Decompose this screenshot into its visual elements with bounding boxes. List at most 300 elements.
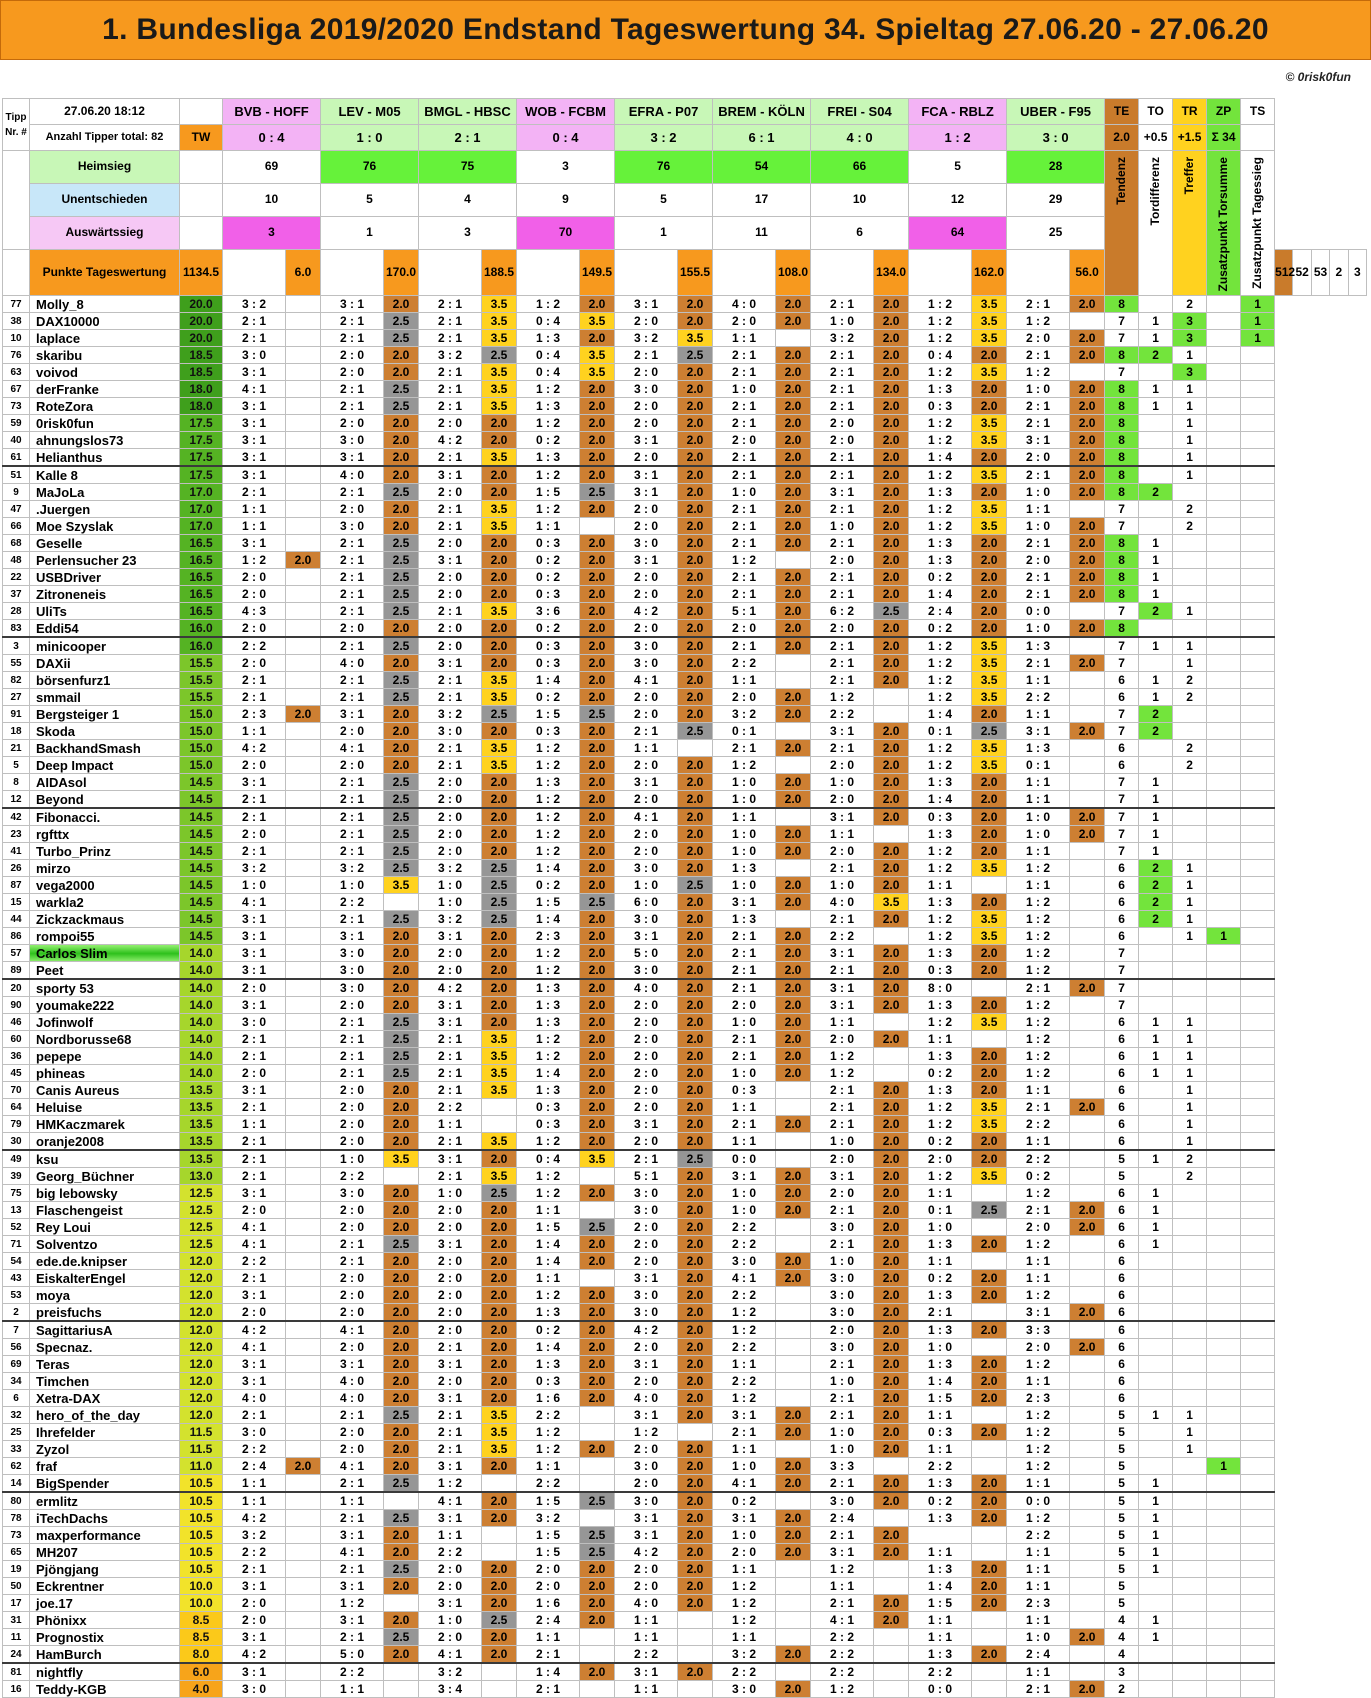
to-count: [1139, 1133, 1173, 1151]
tip-value: 1 : 1: [517, 1458, 580, 1475]
tip-points: 2.0: [482, 1646, 517, 1664]
tip-value: 3 : 0: [321, 962, 384, 980]
tw-score: 16.0: [180, 637, 223, 655]
to-count: 1: [1139, 1236, 1173, 1253]
tip-points: [286, 997, 321, 1014]
tip-points: 2.0: [776, 518, 811, 535]
tip-value: 0 : 4: [517, 347, 580, 364]
tip-value: 1 : 2: [1007, 1424, 1070, 1441]
tr-count: 2: [1173, 501, 1207, 518]
tip-points: 2.0: [1070, 484, 1105, 501]
ts-count: [1241, 1150, 1275, 1168]
tr-count: 1: [1173, 1082, 1207, 1099]
tw-score: 12.0: [180, 1253, 223, 1270]
tip-points: 2.0: [874, 1407, 909, 1424]
ts-count: [1241, 997, 1275, 1014]
zp-count: [1207, 432, 1241, 449]
tip-points: 2.5: [384, 398, 419, 415]
tip-value: 2 : 0: [321, 1133, 384, 1151]
tip-value: 1 : 2: [909, 432, 972, 449]
tipper-nr: 10: [3, 330, 30, 347]
tw-score: 14.5: [180, 911, 223, 928]
tipper-name: Pjöngjang: [30, 1561, 180, 1578]
tip-value: 3 : 1: [223, 1373, 286, 1390]
tip-points: 2.0: [874, 723, 909, 740]
tipper-name: BigSpender: [30, 1475, 180, 1493]
tip-points: 2.0: [972, 826, 1007, 843]
tip-points: 2.0: [384, 364, 419, 381]
te-count: 6: [1105, 1219, 1139, 1236]
tip-points: [678, 1646, 713, 1664]
zp-count: [1207, 313, 1241, 330]
tip-points: [1070, 1116, 1105, 1133]
tip-points: 2.0: [874, 330, 909, 347]
tip-value: 3 : 2: [615, 330, 678, 347]
tip-value: 4 : 1: [419, 1646, 482, 1664]
table-row: [3, 774, 1367, 791]
table-row: [3, 501, 1367, 518]
tr-count: 1: [1173, 1133, 1207, 1151]
tipper-name: Moe Szyslak: [30, 518, 180, 535]
tip-value: 1 : 3: [517, 997, 580, 1014]
tip-points: [580, 1475, 615, 1493]
te-count: 5: [1105, 1475, 1139, 1493]
tip-points: 2.0: [874, 313, 909, 330]
tip-points: 2.0: [678, 620, 713, 638]
tip-value: 1 : 1: [1007, 1133, 1070, 1151]
ts-count: [1241, 1185, 1275, 1202]
tip-points: 2.0: [482, 1321, 517, 1339]
tip-points: [286, 723, 321, 740]
tip-value: 2 : 0: [321, 1424, 384, 1441]
tip-points: 2.5: [580, 1219, 615, 1236]
tip-points: 2.0: [482, 637, 517, 655]
tip-value: 2 : 0: [419, 1219, 482, 1236]
tip-points: [972, 979, 1007, 997]
tip-points: 2.0: [874, 1270, 909, 1287]
tip-value: 1 : 0: [713, 1202, 776, 1219]
tip-value: 0 : 2: [517, 689, 580, 706]
table-row: [3, 877, 1367, 894]
te-count: 8: [1105, 415, 1139, 432]
to-count: [1139, 1287, 1173, 1304]
tip-value: 2 : 1: [223, 1099, 286, 1116]
te-count: 5: [1105, 1561, 1139, 1578]
tr-count: [1173, 808, 1207, 826]
tipper-name: youmake222: [30, 997, 180, 1014]
ts-count: [1241, 1373, 1275, 1390]
tipper-name: Rey Loui: [30, 1219, 180, 1236]
tipper-name: rompoi55: [30, 928, 180, 945]
tr-count: 1: [1173, 1048, 1207, 1065]
tip-value: 2 : 1: [1007, 466, 1070, 484]
te-count: 7: [1105, 826, 1139, 843]
tip-points: 2.0: [580, 1356, 615, 1373]
tip-value: 1 : 1: [223, 1475, 286, 1493]
tip-value: 0 : 2: [517, 620, 580, 638]
tipper-name: mirzo: [30, 860, 180, 877]
tip-value: 1 : 0: [321, 1150, 384, 1168]
to-count: 1: [1139, 1561, 1173, 1578]
tip-points: 2.0: [678, 484, 713, 501]
tip-value: 1 : 5: [517, 484, 580, 501]
tip-value: 1 : 0: [713, 1014, 776, 1031]
tip-points: 2.0: [482, 1150, 517, 1168]
tip-points: 2.0: [678, 569, 713, 586]
tip-points: 2.0: [580, 637, 615, 655]
tip-value: 2 : 0: [615, 1578, 678, 1595]
tip-points: 2.0: [482, 808, 517, 826]
tip-points: 2.0: [482, 620, 517, 638]
tip-value: 3 : 1: [615, 1663, 678, 1681]
te-header: TE: [1105, 99, 1139, 125]
tip-value: 2 : 2: [909, 1663, 972, 1681]
tip-points: [874, 689, 909, 706]
tip-value: 1 : 3: [909, 1287, 972, 1304]
te-count: 7: [1105, 313, 1139, 330]
tip-points: 2.0: [972, 1236, 1007, 1253]
tip-value: 1 : 3: [909, 1510, 972, 1527]
tip-points: 2.0: [678, 1168, 713, 1185]
tr-count: 1: [1173, 466, 1207, 484]
tip-value: 1 : 2: [517, 1287, 580, 1304]
tip-points: 3.5: [972, 928, 1007, 945]
tip-points: [286, 501, 321, 518]
to-count: [1139, 979, 1173, 997]
to-count: 1: [1139, 1185, 1173, 1202]
tipper-nr: 11: [3, 1629, 30, 1646]
ts-count: [1241, 843, 1275, 860]
ts-count: [1241, 484, 1275, 501]
tip-value: 1 : 3: [909, 1356, 972, 1373]
tip-points: 3.5: [482, 1082, 517, 1099]
tw-score: 14.5: [180, 843, 223, 860]
tip-points: 2.0: [678, 1356, 713, 1373]
tip-value: 2 : 1: [713, 501, 776, 518]
tip-value: 1 : 0: [419, 894, 482, 911]
tip-value: 1 : 1: [1007, 1612, 1070, 1629]
tip-value: 1 : 0: [713, 843, 776, 860]
tr-count: [1173, 1185, 1207, 1202]
tip-points: 2.5: [580, 1492, 615, 1510]
tip-value: 2 : 1: [713, 586, 776, 603]
tip-points: [1070, 1578, 1105, 1595]
tip-points: [286, 1065, 321, 1082]
tip-points: [580, 1681, 615, 1698]
to-count: [1139, 1595, 1173, 1612]
te-count: 8: [1105, 620, 1139, 638]
zp-count: [1207, 1595, 1241, 1612]
ts-count: [1241, 518, 1275, 535]
tip-points: [482, 1663, 517, 1681]
te-count: 5: [1105, 1441, 1139, 1458]
tip-value: 2 : 1: [713, 347, 776, 364]
te-count: 7: [1105, 791, 1139, 809]
tip-value: 2 : 0: [713, 997, 776, 1014]
to-count: [1139, 945, 1173, 962]
tip-value: 2 : 0: [615, 313, 678, 330]
tip-points: 2.0: [580, 1116, 615, 1133]
zp-count: [1207, 1253, 1241, 1270]
to-count: 1: [1139, 1065, 1173, 1082]
tip-value: 2 : 0: [419, 1373, 482, 1390]
tip-value: 4 : 2: [615, 1321, 678, 1339]
zp-count: [1207, 860, 1241, 877]
tip-value: 2 : 0: [419, 1561, 482, 1578]
tr-count: 1: [1173, 415, 1207, 432]
tip-value: 2 : 0: [811, 1150, 874, 1168]
tip-points: 2.0: [776, 1185, 811, 1202]
tip-value: 2 : 0: [615, 1031, 678, 1048]
tip-points: 2.0: [874, 757, 909, 774]
tip-value: 0 : 3: [909, 1424, 972, 1441]
tip-points: [286, 569, 321, 586]
tip-value: 4 : 1: [321, 1544, 384, 1561]
tw-score: 17.5: [180, 449, 223, 467]
tip-points: 2.0: [1070, 466, 1105, 484]
tip-value: 4 : 2: [615, 603, 678, 620]
tip-value: 1 : 3: [909, 381, 972, 398]
tip-points: 2.0: [678, 706, 713, 723]
tip-points: [286, 330, 321, 347]
tip-value: 2 : 1: [321, 791, 384, 809]
to-count: 1: [1139, 637, 1173, 655]
tip-points: [286, 1681, 321, 1698]
tip-points: [384, 1492, 419, 1510]
tipper-nr: 19: [3, 1561, 30, 1578]
zp-count: [1207, 296, 1241, 313]
tip-value: 1 : 1: [1007, 706, 1070, 723]
tip-value: 2 : 1: [223, 843, 286, 860]
to-count: 2: [1139, 347, 1173, 364]
tip-points: 2.5: [384, 1014, 419, 1031]
tip-points: 2.0: [580, 740, 615, 757]
table-row: [3, 381, 1367, 398]
tip-points: [286, 484, 321, 501]
tipper-nr: 77: [3, 296, 30, 313]
tip-points: [874, 826, 909, 843]
tip-value: 3 : 1: [615, 928, 678, 945]
table-row: [3, 1185, 1367, 1202]
tip-value: 0 : 3: [517, 723, 580, 740]
tip-points: [286, 962, 321, 980]
to-count: [1139, 928, 1173, 945]
tip-points: 2.0: [482, 1561, 517, 1578]
table-row: [3, 398, 1367, 415]
match-9-draw: 29: [1007, 183, 1105, 216]
tip-points: 2.0: [678, 1492, 713, 1510]
tip-points: 2.0: [384, 1441, 419, 1458]
zp-count: [1207, 877, 1241, 894]
zp-count: [1207, 1065, 1241, 1082]
tip-points: 2.0: [482, 945, 517, 962]
tip-value: 2 : 1: [321, 689, 384, 706]
tip-points: 2.5: [384, 689, 419, 706]
to-count: 1: [1139, 1527, 1173, 1544]
tipper-name: Carlos Slim: [30, 945, 180, 962]
tw-score: 14.0: [180, 1065, 223, 1082]
match-1-away: 3: [223, 216, 321, 249]
page-title: 1. Bundesliga 2019/2020 Endstand Tageswertung 34. Spieltag 27.06.20 - 27.06.20: [102, 13, 1269, 46]
tip-value: 1 : 1: [1007, 501, 1070, 518]
tip-value: 1 : 0: [713, 826, 776, 843]
tip-points: 2.0: [874, 740, 909, 757]
tip-value: 4 : 2: [223, 1321, 286, 1339]
tip-points: 2.0: [384, 1253, 419, 1270]
ts-count: [1241, 1458, 1275, 1475]
tip-points: 2.0: [482, 1578, 517, 1595]
tip-value: 2 : 1: [811, 1099, 874, 1116]
tipper-name: Skoda: [30, 723, 180, 740]
tip-points: [678, 1629, 713, 1646]
tip-points: 2.0: [678, 928, 713, 945]
tip-value: 4 : 0: [615, 1390, 678, 1407]
tip-value: 2 : 1: [713, 569, 776, 586]
ts-count: [1241, 945, 1275, 962]
tip-value: 3 : 1: [615, 432, 678, 449]
tip-value: 1 : 2: [713, 1578, 776, 1595]
tw-score: 15.5: [180, 672, 223, 689]
tip-points: [972, 1681, 1007, 1698]
zp-count: [1207, 757, 1241, 774]
tip-value: 2 : 1: [1007, 655, 1070, 672]
tip-points: [874, 1578, 909, 1595]
table-row: [3, 1612, 1367, 1629]
tip-value: 2 : 1: [811, 569, 874, 586]
tipper-name: skaribu: [30, 347, 180, 364]
tip-value: 1 : 4: [517, 1065, 580, 1082]
tr-count: [1173, 706, 1207, 723]
tip-value: 0 : 2: [517, 569, 580, 586]
tr-count: [1173, 586, 1207, 603]
tip-value: 0 : 3: [713, 1082, 776, 1099]
tip-value: 2 : 0: [713, 689, 776, 706]
ts-count: [1241, 1014, 1275, 1031]
tip-value: 3 : 1: [615, 296, 678, 313]
zp-count: [1207, 1629, 1241, 1646]
tip-points: [1070, 1031, 1105, 1048]
tw-score: 6.0: [180, 1663, 223, 1681]
zp-count: [1207, 791, 1241, 809]
te-count: 6: [1105, 1339, 1139, 1356]
tip-value: 2 : 2: [811, 706, 874, 723]
tip-points: 2.0: [678, 313, 713, 330]
tip-value: 1 : 2: [909, 415, 972, 432]
tipper-nr: 76: [3, 347, 30, 364]
te-count: 3: [1105, 1663, 1139, 1681]
tip-points: 2.0: [874, 398, 909, 415]
te-count: 6: [1105, 1287, 1139, 1304]
tip-value: 1 : 1: [1007, 1270, 1070, 1287]
tw-score: 17.0: [180, 501, 223, 518]
te-count: 8: [1105, 466, 1139, 484]
tip-value: 1 : 1: [615, 1681, 678, 1698]
tip-value: 2 : 0: [223, 569, 286, 586]
tip-value: 2 : 0: [615, 620, 678, 638]
tip-value: 1 : 1: [1007, 843, 1070, 860]
tip-value: 3 : 1: [811, 979, 874, 997]
tip-points: 2.0: [972, 1475, 1007, 1493]
table-row: [3, 449, 1367, 467]
ts-count: [1241, 1236, 1275, 1253]
tip-points: [286, 1612, 321, 1629]
tip-value: 1 : 2: [1007, 1407, 1070, 1424]
tip-value: 1 : 4: [909, 449, 972, 467]
te-count: 7: [1105, 706, 1139, 723]
tip-value: 2 : 1: [223, 808, 286, 826]
tip-points: 2.0: [482, 569, 517, 586]
tip-points: 2.0: [580, 1321, 615, 1339]
tip-value: 2 : 1: [321, 586, 384, 603]
match-5-away: 1: [615, 216, 713, 249]
to-count: 2: [1139, 484, 1173, 501]
tip-points: [286, 518, 321, 535]
to-count: 1: [1139, 1031, 1173, 1048]
tip-value: 1 : 0: [811, 877, 874, 894]
match-9-points: 56.0: [1070, 249, 1105, 296]
tw-score: 14.5: [180, 826, 223, 843]
table-row: [3, 655, 1367, 672]
tip-value: 2 : 1: [811, 962, 874, 980]
zp-count: [1207, 1561, 1241, 1578]
tip-value: 2 : 0: [321, 364, 384, 381]
tip-points: 2.0: [580, 1304, 615, 1322]
tip-value: 2 : 2: [713, 1663, 776, 1681]
tip-points: 2.5: [482, 860, 517, 877]
tip-points: 2.0: [384, 1390, 419, 1407]
tip-value: 0 : 2: [517, 552, 580, 569]
zp-count: [1207, 1185, 1241, 1202]
ts-count: [1241, 757, 1275, 774]
tip-points: 2.0: [384, 1287, 419, 1304]
tip-points: 2.0: [1070, 1681, 1105, 1698]
tip-value: 1 : 0: [419, 877, 482, 894]
match-8-points: 162.0: [972, 249, 1007, 296]
tip-value: 2 : 0: [615, 1475, 678, 1493]
tw-score: 20.0: [180, 296, 223, 313]
tw-score: 20.0: [180, 330, 223, 347]
tip-points: [678, 740, 713, 757]
tip-points: 2.5: [384, 1561, 419, 1578]
tip-points: 2.5: [580, 484, 615, 501]
tip-points: 2.0: [874, 637, 909, 655]
tip-value: 2 : 1: [517, 1681, 580, 1698]
tipper-nr: 75: [3, 1185, 30, 1202]
tip-value: 1 : 2: [1007, 313, 1070, 330]
tip-points: [776, 1441, 811, 1458]
tip-value: 3 : 1: [615, 552, 678, 569]
tip-value: 2 : 1: [419, 1133, 482, 1151]
tip-value: 2 : 0: [321, 1270, 384, 1287]
tip-value: 3 : 1: [419, 466, 482, 484]
tr-count: 2: [1173, 689, 1207, 706]
te-count: 7: [1105, 997, 1139, 1014]
tip-points: 2.0: [580, 1390, 615, 1407]
tip-value: 3 : 1: [615, 1407, 678, 1424]
tw-score: 15.0: [180, 740, 223, 757]
tip-value: 4 : 1: [615, 672, 678, 689]
tip-value: 2 : 1: [321, 381, 384, 398]
tip-points: 2.0: [580, 1082, 615, 1099]
tipper-nr: 2: [3, 1304, 30, 1322]
tip-value: 1 : 1: [517, 1202, 580, 1219]
tip-value: 2 : 2: [223, 1544, 286, 1561]
tip-value: 2 : 2: [223, 1253, 286, 1270]
tip-value: 1 : 0: [811, 313, 874, 330]
match-2-points: 170.0: [384, 249, 419, 296]
tip-points: 2.0: [776, 1407, 811, 1424]
te-count: 6: [1105, 1185, 1139, 1202]
